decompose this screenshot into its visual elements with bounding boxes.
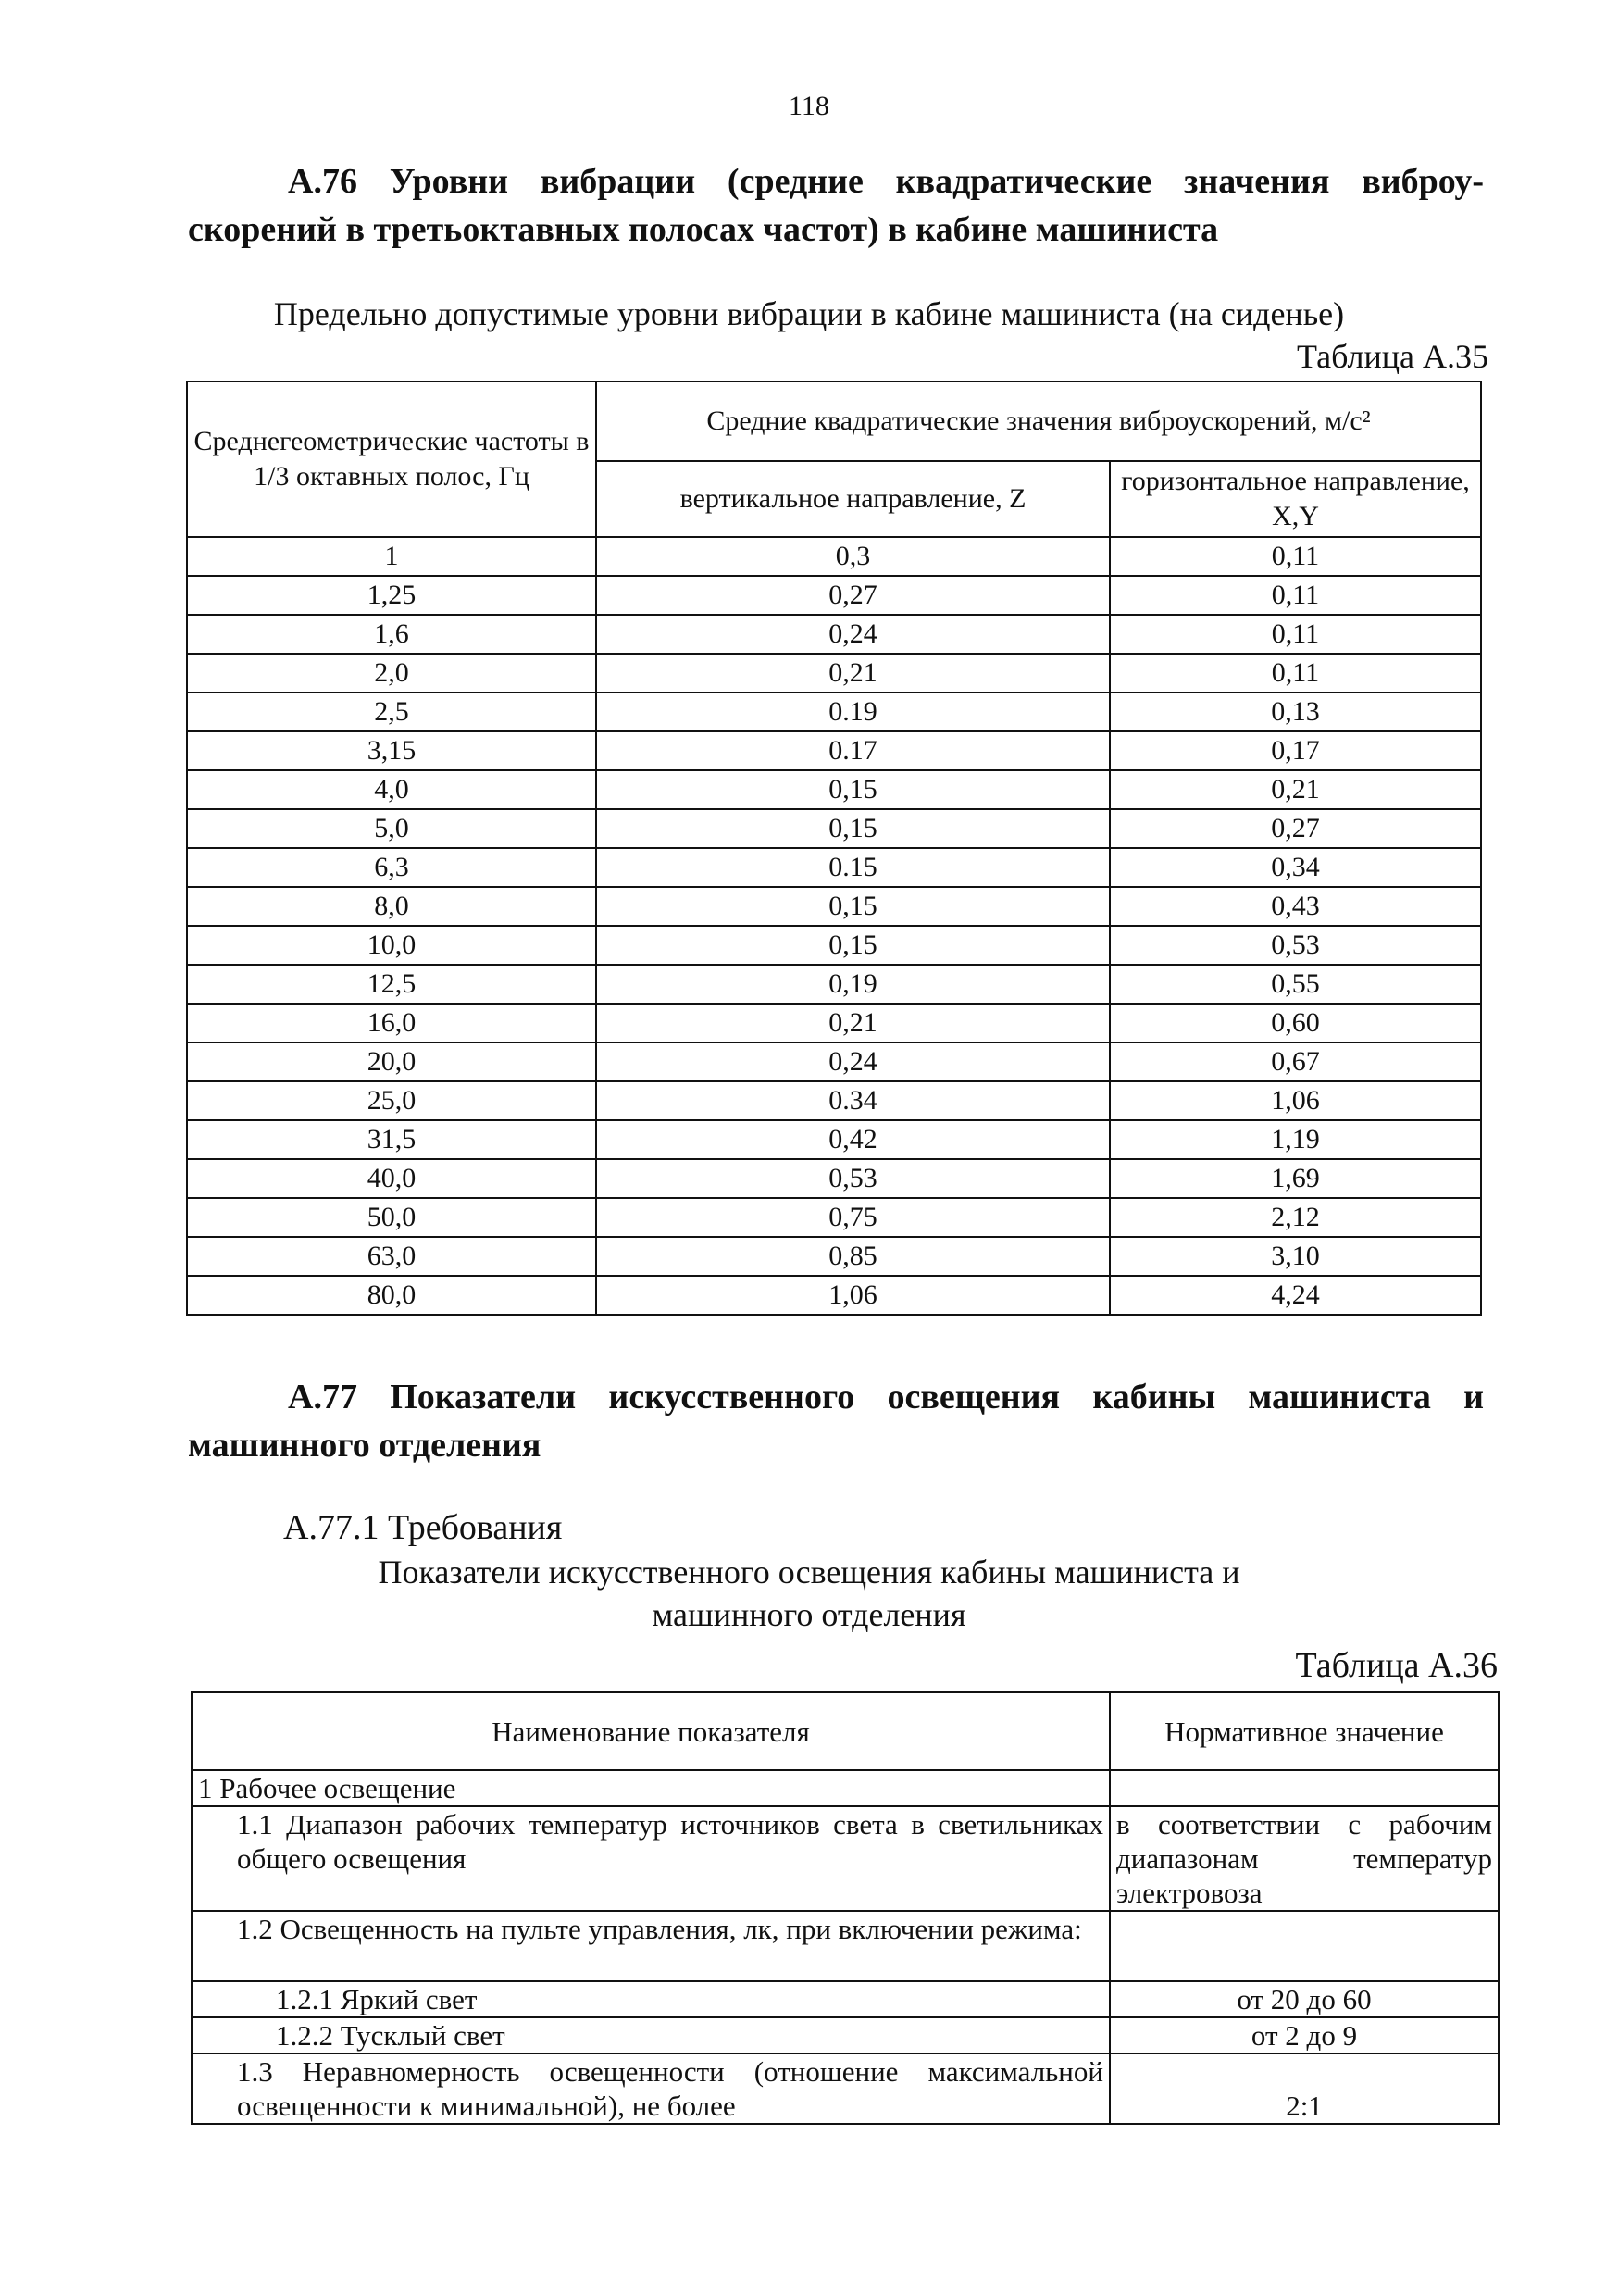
table36-cell-name: 1.3 Неравномерность освещенности (отношение максимальной освещенности к минимальной), не более — [192, 2053, 1110, 2124]
table35-header-frequency: Среднегеометрические частоты в 1/3 октавных полос, Гц — [187, 381, 596, 537]
table-row — [187, 887, 1481, 926]
table35-cell-horizontal: 0,34 — [1110, 848, 1481, 887]
table35-cell-vertical: 0,15 — [596, 770, 1110, 809]
table35-cell-vertical: 0,21 — [596, 654, 1110, 693]
section-a77-heading-line2: машинного отделения — [188, 1426, 541, 1465]
table-row — [192, 1981, 1499, 2017]
table-row — [192, 2017, 1499, 2053]
table35-cell-vertical: 0,42 — [596, 1120, 1110, 1159]
table35-cell-horizontal: 0,11 — [1110, 576, 1481, 615]
table35-cell-frequency: 20,0 — [187, 1042, 596, 1081]
table-row — [187, 1004, 1481, 1042]
table35-cell-frequency: 3,15 — [187, 731, 596, 770]
table35-cell-vertical: 0,53 — [596, 1159, 1110, 1198]
table-row — [187, 1042, 1481, 1081]
table35-cell-frequency: 1,6 — [187, 615, 596, 654]
table36-cell-value — [1110, 1911, 1499, 1981]
table-row — [187, 1276, 1481, 1315]
table36-cell-name: 1.2 Освещенность на пульте управления, лк, при включении режима: — [192, 1911, 1110, 1981]
table36-label: Таблица А.36 — [1295, 1646, 1498, 1685]
table36-header-value: Нормативное значение — [1110, 1692, 1499, 1770]
section-a76-heading — [188, 157, 1484, 254]
section-a76-heading-line1: А.76 Уровни вибрации (средние квадратические значения виброу- — [288, 162, 1484, 201]
table35-cell-frequency: 40,0 — [187, 1159, 596, 1198]
table36-cell-value — [1110, 1770, 1499, 1806]
vibration-table — [186, 381, 1482, 1316]
table35-cell-vertical: 0,24 — [596, 615, 1110, 654]
table-row — [187, 693, 1481, 731]
table35-cell-horizontal: 4,24 — [1110, 1276, 1481, 1315]
table35-cell-vertical: 0.15 — [596, 848, 1110, 887]
table-row — [187, 770, 1481, 809]
table36-cell-name: 1.2.2 Тусклый свет — [192, 2017, 1110, 2053]
table35-cell-horizontal: 3,10 — [1110, 1237, 1481, 1276]
table36-cell-name: 1.2.1 Яркий свет — [192, 1981, 1110, 2017]
table35-cell-horizontal: 0,60 — [1110, 1004, 1481, 1042]
table35-cell-vertical: 0,21 — [596, 1004, 1110, 1042]
table35-cell-horizontal: 0,13 — [1110, 693, 1481, 731]
table-row — [187, 1159, 1481, 1198]
table-row — [187, 1198, 1481, 1237]
table35-cell-horizontal: 1,06 — [1110, 1081, 1481, 1120]
table35-cell-vertical: 0,24 — [596, 1042, 1110, 1081]
table35-cell-vertical: 0.34 — [596, 1081, 1110, 1120]
table35-header-acceleration: Средние квадратические значения виброускорений, м/с² — [596, 381, 1481, 461]
table-row — [187, 809, 1481, 848]
table35-cell-horizontal: 1,69 — [1110, 1159, 1481, 1198]
table-row — [187, 731, 1481, 770]
table35-cell-vertical: 0,15 — [596, 926, 1110, 965]
table-row — [192, 2053, 1499, 2124]
table35-cell-horizontal: 0,67 — [1110, 1042, 1481, 1081]
table35-label: Таблица А.35 — [1297, 338, 1488, 375]
section-a77-heading-line1: А.77 Показатели искусственного освещения кабины машиниста и — [288, 1378, 1484, 1416]
table35-cell-frequency: 8,0 — [187, 887, 596, 926]
table35-cell-frequency: 25,0 — [187, 1081, 596, 1120]
section-a76-heading-line2: скорений в третьоктавных полосах частот) в кабине машиниста — [188, 210, 1219, 249]
table35-cell-vertical: 0.19 — [596, 693, 1110, 731]
table35-cell-horizontal: 0,11 — [1110, 654, 1481, 693]
table35-cell-frequency: 4,0 — [187, 770, 596, 809]
page-number: 118 — [789, 91, 829, 121]
table35-cell-frequency: 12,5 — [187, 965, 596, 1004]
table-row — [187, 537, 1481, 576]
table35-cell-vertical: 0.17 — [596, 731, 1110, 770]
subsection-a77-1: А.77.1 Требования — [283, 1508, 563, 1547]
table35-cell-frequency: 6,3 — [187, 848, 596, 887]
table36-cell-name: 1.1 Диапазон рабочих температур источников света в светильниках общего освещения — [192, 1806, 1110, 1911]
table35-cell-vertical: 0,75 — [596, 1198, 1110, 1237]
table35-cell-vertical: 0,3 — [596, 537, 1110, 576]
table35-header-vertical: вертикальное направление, Z — [596, 461, 1110, 537]
section-a77-heading — [188, 1373, 1484, 1469]
table-row — [192, 1770, 1499, 1806]
table36-caption-line2: машинного отделения — [652, 1596, 966, 1633]
table-row — [187, 848, 1481, 887]
table-row — [187, 1081, 1481, 1120]
table35-cell-frequency: 16,0 — [187, 1004, 596, 1042]
table35-cell-horizontal: 0,11 — [1110, 537, 1481, 576]
table35-cell-vertical: 0,15 — [596, 887, 1110, 926]
table36-cell-value: от 2 до 9 — [1110, 2017, 1499, 2053]
table35-cell-vertical: 1,06 — [596, 1276, 1110, 1315]
table35-cell-horizontal: 0,55 — [1110, 965, 1481, 1004]
table36-cell-value: 2:1 — [1110, 2053, 1499, 2124]
table36-cell-name: 1 Рабочее освещение — [192, 1770, 1110, 1806]
table35-cell-horizontal: 1,19 — [1110, 1120, 1481, 1159]
table35-cell-vertical: 0,19 — [596, 965, 1110, 1004]
table35-cell-frequency: 80,0 — [187, 1276, 596, 1315]
table-row — [187, 654, 1481, 693]
table36-caption-line1: Показатели искусственного освещения кабины машиниста и — [378, 1554, 1240, 1591]
table35-cell-frequency: 63,0 — [187, 1237, 596, 1276]
table36-cell-value: от 20 до 60 — [1110, 1981, 1499, 2017]
table-row — [187, 926, 1481, 965]
table35-cell-frequency: 50,0 — [187, 1198, 596, 1237]
table35-cell-frequency: 2,0 — [187, 654, 596, 693]
table35-cell-horizontal: 0,11 — [1110, 615, 1481, 654]
table35-header-horizontal: горизонтальное направление, X,Y — [1110, 461, 1481, 537]
lighting-table — [191, 1691, 1500, 2125]
table-row — [192, 1806, 1499, 1911]
table-row — [187, 1120, 1481, 1159]
table35-cell-vertical: 0,15 — [596, 809, 1110, 848]
table35-cell-frequency: 10,0 — [187, 926, 596, 965]
table35-cell-frequency: 1,25 — [187, 576, 596, 615]
table35-cell-vertical: 0,85 — [596, 1237, 1110, 1276]
table36-header-name: Наименование показателя — [192, 1692, 1110, 1770]
table35-cell-frequency: 2,5 — [187, 693, 596, 731]
table-row — [187, 576, 1481, 615]
table36-cell-value: в соответствии с рабочим диапазонам температур электровоза — [1110, 1806, 1499, 1911]
table35-caption: Предельно допустимые уровни вибрации в кабине машиниста (на сиденье) — [273, 295, 1345, 332]
table35-cell-horizontal: 0,43 — [1110, 887, 1481, 926]
table35-cell-frequency: 31,5 — [187, 1120, 596, 1159]
table-row — [187, 615, 1481, 654]
table-row — [187, 965, 1481, 1004]
table35-cell-horizontal: 0,27 — [1110, 809, 1481, 848]
table35-cell-horizontal: 0,53 — [1110, 926, 1481, 965]
table36-caption — [0, 1551, 1618, 1636]
table-row — [192, 1911, 1499, 1981]
table35-cell-frequency: 5,0 — [187, 809, 596, 848]
table35-cell-vertical: 0,27 — [596, 576, 1110, 615]
table35-cell-horizontal: 0,21 — [1110, 770, 1481, 809]
table35-cell-horizontal: 0,17 — [1110, 731, 1481, 770]
table35-cell-horizontal: 2,12 — [1110, 1198, 1481, 1237]
table-row — [187, 1237, 1481, 1276]
table35-cell-frequency: 1 — [187, 537, 596, 576]
